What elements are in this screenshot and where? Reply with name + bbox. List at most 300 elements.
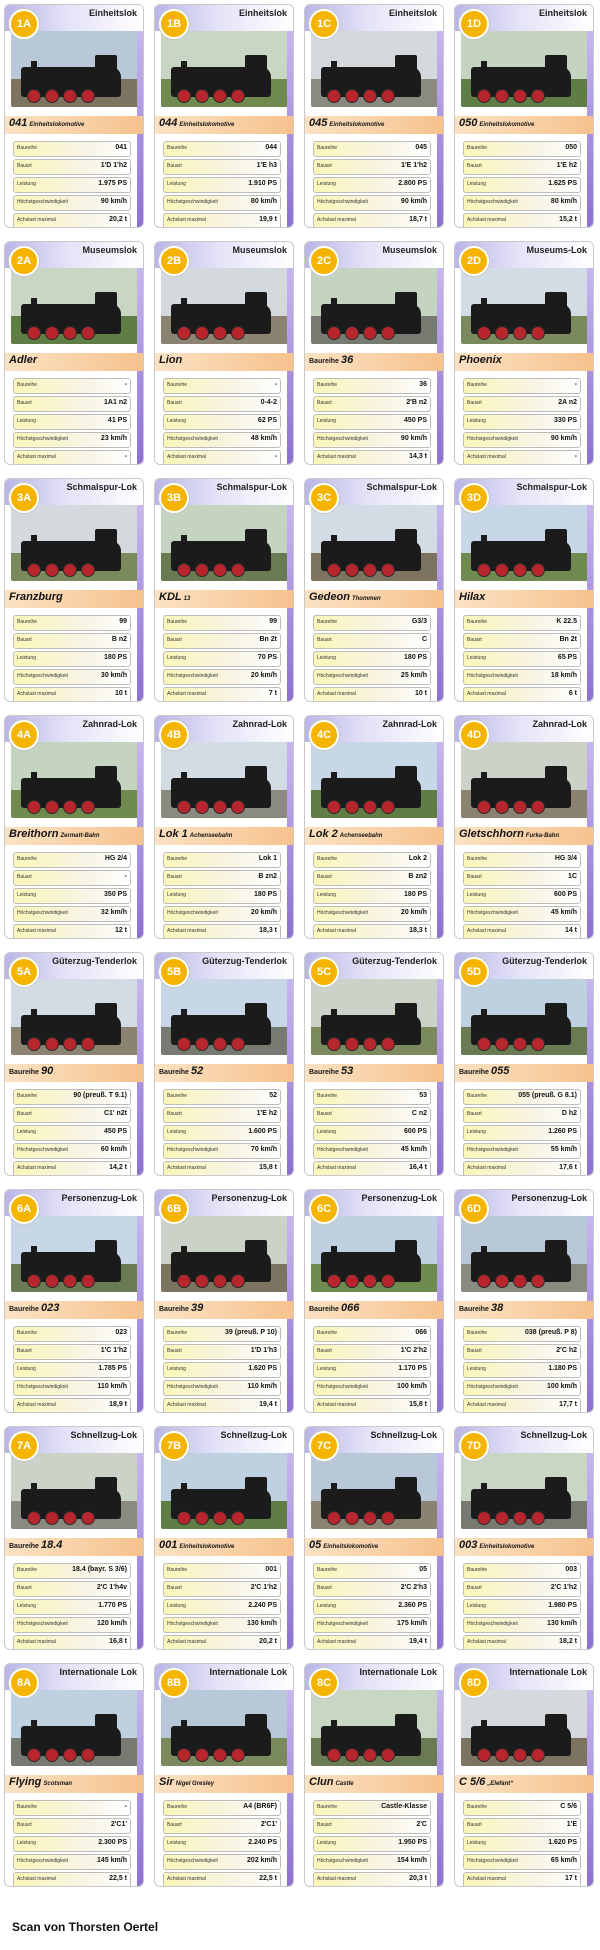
stat-row-bauart[interactable]	[463, 633, 581, 649]
quartet-card[interactable]	[454, 952, 594, 1176]
stat-row-achslast[interactable]	[13, 1635, 131, 1650]
wheel-icon	[213, 326, 227, 340]
stat-row-leistung[interactable]	[163, 1362, 281, 1378]
stat-row-speed[interactable]	[313, 1854, 431, 1870]
stat-row-achslast[interactable]	[463, 1398, 581, 1413]
smokestack-icon	[181, 61, 187, 69]
stat-row-leistung[interactable]	[313, 651, 431, 667]
stat-row-baureihe[interactable]	[313, 852, 431, 868]
quartet-card[interactable]	[454, 478, 594, 702]
stat-value: 050	[565, 144, 577, 151]
stat-row-leistung[interactable]	[13, 1836, 131, 1852]
name-main: Adler	[9, 354, 38, 366]
stat-row-baureihe[interactable]	[163, 378, 281, 394]
name-main: Lok 1	[159, 828, 188, 840]
stat-row-speed[interactable]	[13, 1854, 131, 1870]
stat-label: Achslast maximal	[317, 217, 356, 223]
stats-table	[313, 378, 431, 465]
stat-row-baureihe[interactable]	[163, 852, 281, 868]
quartet-card[interactable]	[304, 4, 444, 228]
stat-label: Achslast maximal	[17, 1165, 56, 1171]
stat-row-achslast[interactable]	[463, 1635, 581, 1650]
stat-row-baureihe[interactable]	[163, 1089, 281, 1105]
quartet-card[interactable]	[154, 952, 294, 1176]
stat-row-achslast[interactable]	[163, 1635, 281, 1650]
stat-row-leistung[interactable]	[163, 1125, 281, 1141]
stat-value: 36	[419, 381, 427, 388]
quartet-card[interactable]	[154, 1663, 294, 1887]
locomotive-name	[159, 1065, 203, 1077]
stat-row-leistung[interactable]	[13, 1125, 131, 1141]
stat-row-baureihe[interactable]	[313, 1563, 431, 1579]
wheel-icon	[27, 1511, 41, 1525]
stat-row-bauart[interactable]	[13, 870, 131, 886]
stat-label: Leistung	[317, 1129, 336, 1135]
quartet-card[interactable]	[304, 1426, 444, 1650]
stat-row-speed[interactable]	[313, 1617, 431, 1633]
stat-value: 130 km/h	[247, 1620, 277, 1627]
stat-row-leistung[interactable]	[163, 1599, 281, 1615]
stats-table	[313, 615, 431, 702]
stat-row-leistung[interactable]	[13, 414, 131, 430]
stat-row-bauart[interactable]	[463, 1818, 581, 1834]
locomotive-photo	[311, 1690, 439, 1766]
stat-row-bauart[interactable]	[313, 396, 431, 412]
wheel-icon	[477, 1748, 491, 1762]
stat-label: Bauart	[317, 637, 332, 643]
stat-value: 330 PS	[554, 417, 577, 424]
stat-row-baureihe[interactable]	[13, 1326, 131, 1342]
wheel-icon	[177, 1274, 191, 1288]
stat-row-leistung[interactable]	[13, 177, 131, 193]
quartet-card[interactable]	[4, 4, 144, 228]
stat-row-achslast[interactable]	[463, 687, 581, 702]
stat-row-speed[interactable]	[313, 906, 431, 922]
quartet-card[interactable]	[454, 715, 594, 939]
card-id-badge: 3A	[9, 483, 39, 513]
stat-row-bauart[interactable]	[13, 396, 131, 412]
stat-row-achslast[interactable]	[463, 450, 581, 465]
locomotive-photo	[461, 268, 589, 344]
stat-row-bauart[interactable]	[463, 1344, 581, 1360]
stat-row-speed[interactable]	[463, 669, 581, 685]
stat-row-bauart[interactable]	[13, 1581, 131, 1597]
stat-label: Höchstgeschwindigkeit	[167, 673, 218, 679]
card-category: Schnellzug-Lok	[370, 1430, 437, 1440]
card-row	[0, 237, 600, 469]
locomotive-cab-icon	[395, 1003, 417, 1017]
quartet-card[interactable]	[154, 478, 294, 702]
stat-row-achslast[interactable]	[163, 1872, 281, 1887]
stat-row-achslast[interactable]	[163, 450, 281, 465]
stat-row-achslast[interactable]	[313, 213, 431, 228]
quartet-card[interactable]	[4, 952, 144, 1176]
card-category: Personenzug-Lok	[511, 1193, 587, 1203]
quartet-card[interactable]	[154, 1426, 294, 1650]
stat-value: 1'D 1'h2	[100, 162, 127, 169]
wheel-icon	[195, 89, 209, 103]
stat-value: 1.980 PS	[548, 1602, 577, 1609]
stat-row-baureihe[interactable]	[313, 1326, 431, 1342]
stat-row-achslast[interactable]	[163, 924, 281, 939]
wheel-icon	[345, 800, 359, 814]
stat-row-baureihe[interactable]	[313, 141, 431, 157]
stat-value: 20,3 t	[409, 1875, 427, 1882]
stat-row-baureihe[interactable]	[163, 1326, 281, 1342]
stat-row-baureihe[interactable]	[163, 1800, 281, 1816]
locomotive-name	[459, 828, 559, 840]
stat-row-achslast[interactable]	[13, 1872, 131, 1887]
stat-row-achslast[interactable]	[13, 1161, 131, 1176]
stat-row-speed[interactable]	[163, 195, 281, 211]
stat-row-achslast[interactable]	[313, 450, 431, 465]
stat-row-leistung[interactable]	[463, 177, 581, 193]
stat-row-achslast[interactable]	[13, 924, 131, 939]
stat-row-bauart[interactable]	[313, 633, 431, 649]
stat-row-speed[interactable]	[313, 195, 431, 211]
smokestack-icon	[481, 61, 487, 69]
locomotive-name	[459, 591, 485, 603]
card-row	[0, 0, 600, 232]
quartet-card[interactable]	[4, 1426, 144, 1650]
card-category: Schmalspur-Lok	[516, 482, 587, 492]
wheel-icon	[477, 800, 491, 814]
smokestack-icon	[31, 1483, 37, 1491]
stat-row-bauart[interactable]	[13, 1344, 131, 1360]
stat-row-achslast[interactable]	[13, 687, 131, 702]
quartet-card[interactable]	[304, 952, 444, 1176]
stat-row-leistung[interactable]	[463, 651, 581, 667]
wheel-icon	[231, 89, 245, 103]
stat-label: Baureihe	[167, 1093, 188, 1099]
quartet-card[interactable]	[454, 1663, 594, 1887]
stat-row-achslast[interactable]	[163, 1161, 281, 1176]
stat-label: Höchstgeschwindigkeit	[467, 673, 518, 679]
stat-row-achslast[interactable]	[313, 1398, 431, 1413]
stat-value: 90 km/h	[400, 435, 427, 442]
stat-row-bauart[interactable]	[163, 159, 281, 175]
stat-row-baureihe[interactable]	[163, 141, 281, 157]
quartet-card[interactable]	[304, 478, 444, 702]
stat-row-baureihe[interactable]	[463, 1326, 581, 1342]
locomotive-name	[9, 117, 84, 129]
stat-row-leistung[interactable]	[163, 1836, 281, 1852]
stat-value: 14,2 t	[109, 1164, 127, 1171]
stat-row-leistung[interactable]	[313, 1362, 431, 1378]
stat-row-leistung[interactable]	[313, 1836, 431, 1852]
stat-value: 1.260 PS	[548, 1128, 577, 1135]
stat-row-achslast[interactable]	[313, 1161, 431, 1176]
wheel-icon	[495, 1037, 509, 1051]
stat-row-bauart[interactable]	[163, 1818, 281, 1834]
locomotive-photo	[161, 979, 289, 1055]
stat-row-speed[interactable]	[13, 1617, 131, 1633]
wheel-icon	[63, 1037, 77, 1051]
stat-row-baureihe[interactable]	[13, 1563, 131, 1579]
stat-row-achslast[interactable]	[13, 213, 131, 228]
stat-row-leistung[interactable]	[463, 1836, 581, 1852]
stat-row-achslast[interactable]	[463, 1872, 581, 1887]
stat-row-baureihe[interactable]	[463, 1800, 581, 1816]
stat-row-achslast[interactable]	[313, 1635, 431, 1650]
stat-row-leistung[interactable]	[463, 1599, 581, 1615]
stat-label: Baureihe	[467, 1567, 488, 1573]
stat-value: 23 km/h	[100, 435, 127, 442]
stat-row-speed[interactable]	[463, 432, 581, 448]
stat-row-leistung[interactable]	[313, 1125, 431, 1141]
quartet-card[interactable]	[154, 4, 294, 228]
stat-label: Bauart	[17, 874, 32, 880]
stat-row-achslast[interactable]	[163, 213, 281, 228]
stat-row-baureihe[interactable]	[13, 852, 131, 868]
quartet-card[interactable]	[154, 241, 294, 465]
stat-row-baureihe[interactable]	[13, 1800, 131, 1816]
stat-row-speed[interactable]	[163, 1143, 281, 1159]
stat-label: Bauart	[317, 163, 332, 169]
stat-row-bauart[interactable]	[163, 1344, 281, 1360]
stat-row-leistung[interactable]	[13, 888, 131, 904]
wheel-icon	[531, 1274, 545, 1288]
stat-row-bauart[interactable]	[463, 1581, 581, 1597]
stat-row-leistung[interactable]	[313, 414, 431, 430]
stat-row-speed[interactable]	[463, 1617, 581, 1633]
stat-label: Höchstgeschwindigkeit	[467, 436, 518, 442]
stat-row-bauart[interactable]	[313, 159, 431, 175]
stat-row-speed[interactable]	[313, 432, 431, 448]
wheel-icon	[27, 563, 41, 577]
quartet-card[interactable]	[304, 715, 444, 939]
name-suffix: Achenseebahn	[339, 833, 383, 839]
stat-row-bauart[interactable]	[163, 1107, 281, 1123]
smokestack-icon	[331, 1483, 337, 1491]
stat-value: 17,7 t	[559, 1401, 577, 1408]
stat-row-leistung[interactable]	[313, 177, 431, 193]
quartet-card[interactable]	[454, 241, 594, 465]
stat-row-achslast[interactable]	[463, 213, 581, 228]
stat-row-baureihe[interactable]	[163, 615, 281, 631]
quartet-card[interactable]	[4, 715, 144, 939]
stat-row-speed[interactable]	[463, 1854, 581, 1870]
quartet-card[interactable]	[454, 1426, 594, 1650]
stat-row-bauart[interactable]	[463, 1107, 581, 1123]
stat-row-baureihe[interactable]	[463, 378, 581, 394]
stat-row-speed[interactable]	[163, 1380, 281, 1396]
stat-row-achslast[interactable]	[313, 687, 431, 702]
stat-value: 0-4-2	[260, 399, 277, 406]
stat-row-achslast[interactable]	[13, 1398, 131, 1413]
stat-label: Baureihe	[17, 619, 38, 625]
stat-row-leistung[interactable]	[463, 888, 581, 904]
stat-row-speed[interactable]	[463, 195, 581, 211]
stat-value: Bn 2t	[259, 636, 277, 643]
stat-row-speed[interactable]	[163, 1617, 281, 1633]
stat-row-bauart[interactable]	[13, 159, 131, 175]
card-id-badge: 6C	[309, 1194, 339, 1224]
stat-row-speed[interactable]	[13, 195, 131, 211]
quartet-card[interactable]	[154, 715, 294, 939]
wheel-icon	[363, 1748, 377, 1762]
quartet-card[interactable]	[454, 4, 594, 228]
stat-row-achslast[interactable]	[313, 924, 431, 939]
card-id-badge: 7A	[9, 1431, 39, 1461]
stat-row-leistung[interactable]	[163, 177, 281, 193]
stat-row-achslast[interactable]	[313, 1872, 431, 1887]
stat-label: Bauart	[17, 400, 32, 406]
stat-value: 14 t	[564, 927, 577, 934]
stat-row-baureihe[interactable]	[313, 1800, 431, 1816]
stat-row-baureihe[interactable]	[313, 615, 431, 631]
stat-row-baureihe[interactable]	[13, 378, 131, 394]
stat-label: Höchstgeschwindigkeit	[317, 1858, 368, 1864]
stat-label: Bauart	[467, 1348, 482, 1354]
stat-row-achslast[interactable]	[163, 687, 281, 702]
stat-row-baureihe[interactable]	[13, 615, 131, 631]
name-prefix: Baureihe	[9, 1069, 39, 1076]
wheel-icon	[531, 89, 545, 103]
wheel-icon	[213, 1037, 227, 1051]
stat-row-speed[interactable]	[163, 1854, 281, 1870]
stat-row-baureihe[interactable]	[463, 852, 581, 868]
stat-row-baureihe[interactable]	[313, 378, 431, 394]
quartet-card[interactable]	[4, 1189, 144, 1413]
stat-row-achslast[interactable]	[463, 1161, 581, 1176]
stat-row-leistung[interactable]	[13, 651, 131, 667]
stat-row-speed[interactable]	[13, 1143, 131, 1159]
stat-value: C 5/6	[560, 1803, 577, 1810]
stat-row-bauart[interactable]	[13, 1818, 131, 1834]
stat-row-speed[interactable]	[313, 1143, 431, 1159]
stat-label: Höchstgeschwindigkeit	[167, 436, 218, 442]
stat-row-bauart[interactable]	[163, 870, 281, 886]
stat-value: 41 PS	[107, 417, 127, 424]
stat-row-bauart[interactable]	[13, 633, 131, 649]
stat-row-bauart[interactable]	[313, 870, 431, 886]
wheel-icon	[45, 563, 59, 577]
stat-row-speed[interactable]	[163, 669, 281, 685]
stat-value: 2.240 PS	[248, 1602, 277, 1609]
stat-label: Baureihe	[317, 145, 338, 151]
wheel-icon	[213, 1748, 227, 1762]
stat-label: Leistung	[317, 418, 336, 424]
stats-table	[463, 852, 581, 939]
stat-row-bauart[interactable]	[463, 396, 581, 412]
stat-row-bauart[interactable]	[313, 1818, 431, 1834]
wheel-icon	[345, 1037, 359, 1051]
stat-value: 18,7 t	[409, 216, 427, 223]
stat-label: Achslast maximal	[317, 1639, 356, 1645]
stats-table	[163, 1563, 281, 1650]
stat-row-baureihe[interactable]	[463, 615, 581, 631]
card-id-badge: 4A	[9, 720, 39, 750]
stat-row-leistung[interactable]	[13, 1362, 131, 1378]
stat-value: 045	[415, 144, 427, 151]
card-id-badge: 2D	[459, 246, 489, 276]
stat-row-leistung[interactable]	[313, 1599, 431, 1615]
stat-label: Bauart	[17, 1348, 32, 1354]
stat-row-speed[interactable]	[463, 906, 581, 922]
card-category: Güterzug-Tenderlok	[202, 956, 287, 966]
stat-row-speed[interactable]	[13, 906, 131, 922]
stat-row-bauart[interactable]	[313, 1107, 431, 1123]
stat-row-bauart[interactable]	[463, 870, 581, 886]
stat-row-bauart[interactable]	[163, 633, 281, 649]
stat-row-speed[interactable]	[463, 1143, 581, 1159]
stat-row-baureihe[interactable]	[463, 141, 581, 157]
wheel-icon	[45, 1037, 59, 1051]
stat-row-leistung[interactable]	[463, 414, 581, 430]
stat-row-bauart[interactable]	[463, 159, 581, 175]
name-prefix: Baureihe	[309, 1069, 339, 1076]
wheel-icon	[477, 1037, 491, 1051]
quartet-card[interactable]	[454, 1189, 594, 1413]
stat-row-leistung[interactable]	[163, 651, 281, 667]
stat-row-baureihe[interactable]	[13, 1089, 131, 1105]
stat-label: Bauart	[317, 1585, 332, 1591]
card-category: Personenzug-Lok	[211, 1193, 287, 1203]
stat-row-achslast[interactable]	[13, 450, 131, 465]
stat-row-baureihe[interactable]	[313, 1089, 431, 1105]
stat-row-leistung[interactable]	[163, 414, 281, 430]
stat-row-leistung[interactable]	[13, 1599, 131, 1615]
stat-row-baureihe[interactable]	[163, 1563, 281, 1579]
stat-row-speed[interactable]	[13, 669, 131, 685]
stat-row-baureihe[interactable]	[463, 1089, 581, 1105]
quartet-card[interactable]	[4, 1663, 144, 1887]
stat-row-bauart[interactable]	[313, 1344, 431, 1360]
smokestack-icon	[481, 772, 487, 780]
wheel-icon	[495, 1274, 509, 1288]
stat-row-bauart[interactable]	[313, 1581, 431, 1597]
stat-label: Baureihe	[317, 1330, 338, 1336]
stat-row-speed[interactable]	[313, 669, 431, 685]
smokestack-icon	[181, 535, 187, 543]
stat-row-speed[interactable]	[13, 1380, 131, 1396]
stat-row-bauart[interactable]	[13, 1107, 131, 1123]
wheel-icon	[495, 1748, 509, 1762]
quartet-card[interactable]	[304, 1189, 444, 1413]
smokestack-icon	[31, 61, 37, 69]
wheel-icon	[477, 1511, 491, 1525]
stat-row-leistung[interactable]	[313, 888, 431, 904]
stat-row-speed[interactable]	[463, 1380, 581, 1396]
quartet-card[interactable]	[4, 478, 144, 702]
quartet-card[interactable]	[4, 241, 144, 465]
locomotive-photo	[461, 979, 589, 1055]
card-id-badge: 8B	[159, 1668, 189, 1698]
stat-row-leistung[interactable]	[163, 888, 281, 904]
stat-row-speed[interactable]	[313, 1380, 431, 1396]
stat-row-bauart[interactable]	[163, 1581, 281, 1597]
name-main: 05	[309, 1539, 322, 1551]
stat-row-speed[interactable]	[163, 906, 281, 922]
stat-row-achslast[interactable]	[163, 1398, 281, 1413]
wheel-icon	[363, 1274, 377, 1288]
stat-row-baureihe[interactable]	[13, 141, 131, 157]
quartet-card[interactable]	[304, 1663, 444, 1887]
stat-row-leistung[interactable]	[463, 1125, 581, 1141]
stat-row-baureihe[interactable]	[463, 1563, 581, 1579]
wheel-icon	[177, 563, 191, 577]
quartet-card[interactable]	[304, 241, 444, 465]
stat-row-speed[interactable]	[13, 432, 131, 448]
quartet-card[interactable]	[154, 1189, 294, 1413]
stat-row-achslast[interactable]	[463, 924, 581, 939]
stat-row-speed[interactable]	[163, 432, 281, 448]
stat-row-leistung[interactable]	[463, 1362, 581, 1378]
wheel-icon	[327, 1511, 341, 1525]
locomotive-name	[459, 1302, 503, 1314]
stat-row-bauart[interactable]	[163, 396, 281, 412]
